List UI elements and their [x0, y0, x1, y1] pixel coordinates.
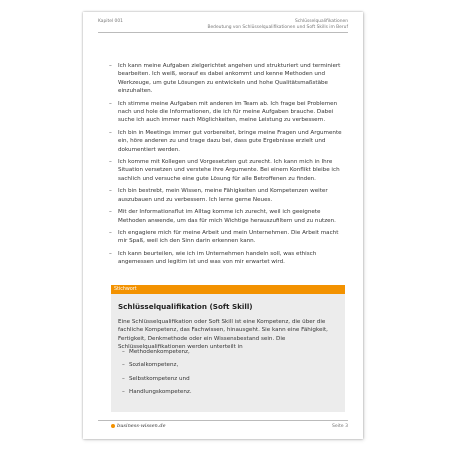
competence-list	[109, 62, 344, 271]
running-header	[207, 19, 348, 30]
keyword-title: Schlüsselqualifikation (Soft Skill)	[118, 302, 253, 311]
list-item: – Ich bin in Meetings immer gut vorbereitet, bringe meine Fragen und Argumente ein, höre anderen zu und trage dazu bei, dass gute Ergebnisse erzielt und dokumentiert werden.	[109, 129, 342, 153]
list-item: – Handlungskompetenz.	[122, 389, 192, 396]
list-item: – Ich stimme meine Aufgaben mit anderen im Team ab. Ich frage bei Problemen nach und hole die Informationen, die ich für meine Aufgaben brauche. Dabei suche ich auch immer nach Möglichkeiten, meine Leistung zu verbessern.	[109, 100, 338, 124]
competence-types-list	[122, 348, 192, 402]
list-item: – Ich bin bestrebt, mein Wissen, meine Fähigkeiten und Kompetenzen weiter auszubauen und zu verbessern. Ich lerne gerne Neues.	[109, 188, 328, 203]
header-divider	[98, 32, 348, 33]
keyword-bar	[111, 285, 345, 294]
chapter-label: Kapitel 001	[98, 19, 123, 24]
footer-logo-text: business-wissen.de	[117, 423, 166, 429]
logo-dot-icon	[111, 424, 115, 428]
keyword-label: Stichwort	[114, 286, 137, 292]
running-header-title: Schlüsselqualifikationen	[295, 19, 348, 24]
document-page	[83, 12, 363, 439]
keyword-definition: Eine Schlüsselqualifikation oder Soft Skill ist eine Kompetenz, die über die fachliche Kompetenz, das Fachwissen, hinausgeht. Sie kann eine Fähigkeit, Fertigkeit, Denkmethode oder ein Wissensbestand sein. Die Schlüsselqualifikationen werden unterteilt in	[118, 319, 328, 351]
list-item: – Sozialkompetenz,	[122, 362, 179, 369]
list-item: – Ich engagiere mich für meine Arbeit und mein Unternehmen. Die Arbeit macht mir Spaß, weil ich den Sinn darin erkennen kann.	[109, 229, 339, 245]
list-item: – Selbstkompetenz und	[122, 375, 190, 382]
list-item: – Methodenkompetenz,	[122, 349, 190, 355]
list-item: – Ich kann meine Aufgaben zielgerichtet angehen und strukturiert und terminiert bearbeiten. Ich weiß, worauf es dabei ankommt und kenne Methoden und Werkzeuge, um gute Lösungen zu entwickeln und hohe Qualitätsmaßstäbe einzuhalten.	[109, 63, 341, 95]
page-number: Seite 3	[331, 424, 348, 429]
list-item: – Ich kann beurteilen, wie ich im Unternehmen handeln soll, was ethisch angemessen und legitim ist und was von mir erwartet wird.	[109, 250, 317, 266]
footer-divider	[98, 420, 348, 421]
list-item: – Mit der Informationsflut im Alltag komme ich zurecht, weil ich geeignete Methoden anwende, um das für mich Wichtige herauszufiltern und zu nutzen.	[109, 209, 336, 224]
keyword-box	[111, 294, 345, 412]
list-item: – Ich komme mit Kollegen und Vorgesetzten gut zurecht. Ich kann mich in Ihre Situation versetzen und verstehe ihre Argumente. Bei einem Konflikt bleibe ich sachlich und versuche eine gute Lösung für alle Betroffenen zu finden.	[109, 159, 340, 182]
running-header-subtitle: Bedeutung von Schlüsselqualifikationen und Soft Skills im Beruf	[207, 24, 348, 30]
footer-logo[interactable]	[111, 423, 166, 429]
